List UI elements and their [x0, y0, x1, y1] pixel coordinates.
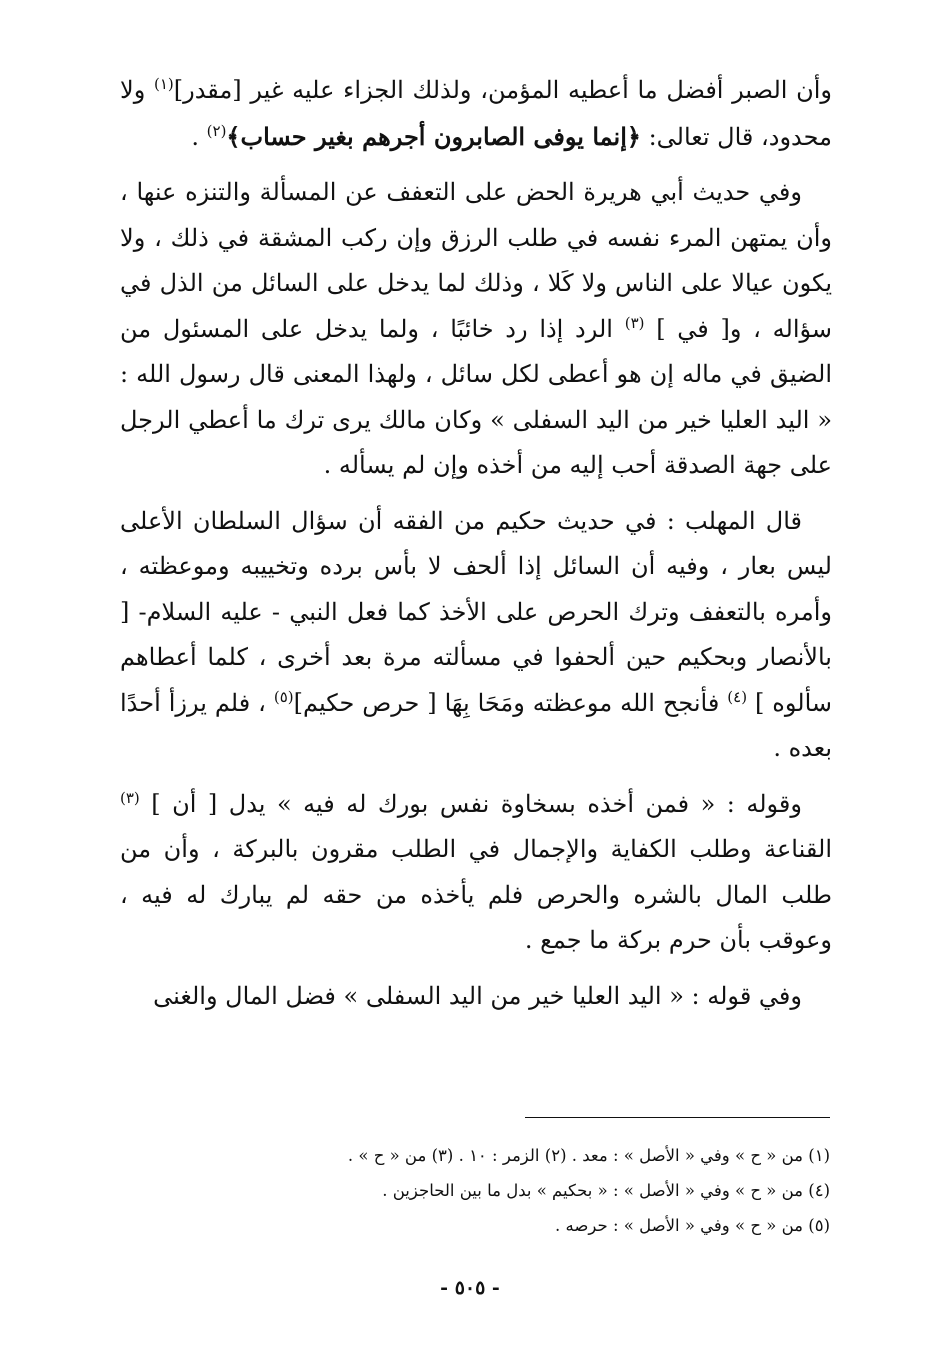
text-run: وفي قوله : « اليد العليا خير من اليد السفلى » فضل المال والغنى [153, 981, 802, 1010]
text-run: قال المهلب : في حديث حكيم من الفقه أن سؤال السلطان الأعلى ليس بعار ، وفيه أن السائل إذا ألحف لا بأس برده وتخييبه وموعظته ، وأمره بالتعفف وترك الحرص على الأخذ كما فعل النبي - عليه السلام- [ بالأنصار وبحكيم حين ألحفوا في مسألته مرة بعد أخرى ، كلما أعطاهم سألوه ] [120, 506, 833, 717]
quran-verse: ﴿إنما يوفى الصابرون أجرهم بغير حساب﴾ [226, 121, 641, 151]
footnote-ref-2: (٢) [206, 121, 227, 140]
footnote-line-3: (٥) من « ح » وفي « الأصل » : حرصه . [555, 1216, 830, 1235]
page-number: - ٥٠٥ - [440, 1277, 500, 1299]
paragraph-5 [120, 974, 832, 1020]
text-run: ولا محدود، قال تعالى: [120, 76, 832, 151]
paragraph-4 [120, 782, 832, 964]
paragraph-3 [120, 499, 832, 772]
footnote-line-2: (٤) من « ح » وفي « الأصل » : « بحكيم » بدل ما بين الحاجزين . [382, 1181, 830, 1200]
text-run: . [191, 122, 207, 151]
text-run: الرد إذا رد خائبًا ، ولما يدخل على المسئول من الضيق في ماله إن هو أعطى لكل سائل ، ولهذا المعنى قال رسول الله : « اليد العليا خير من اليد السفلى » وكان مالك يرى ترك ما أعطي الرجل على جهة الصدقة أحب إليه من أخذه وإن لم يسأله . [120, 314, 832, 479]
text-run: وأن الصبر أفضل ما أعطيه المؤمن، ولذلك الجزاء عليه غير [مقدر] [173, 76, 833, 104]
text-run: وقوله : « فمن أخذه بسخاوة نفس بورك له فيه » يدل [ أن ] [139, 789, 802, 818]
main-text [120, 68, 832, 1019]
paragraph-2 [120, 170, 832, 489]
footnote-ref-3b: (٣) [120, 788, 140, 807]
text-run: ، فلم يرزأ أحدًا بعده . [120, 688, 832, 762]
text-run: فأنجح الله موعظته ومَحَا بِهَا [ حرص حكيم] [293, 688, 728, 717]
footnote-separator [525, 1117, 830, 1118]
footnotes [120, 1138, 830, 1243]
text-run: وفي حديث أبي هريرة الحض على التعفف عن المسألة والتنزه عنها ، وأن يمتهن المرء نفسه في طلب الرزق وإن ركب المشقة في ذلك ، ولا يكون عيالا على الناس ولا كَلا ، وذلك لما يدخل على السائل من الذل في سؤاله ، و[ في ] [120, 178, 833, 343]
footnote-ref-1: (١) [153, 75, 174, 93]
footnote-ref-4: (٤) [727, 687, 748, 706]
text-run: القناعة وطلب الكفاية والإجمال في الطلب مقرون بالبركة ، وأن من طلب المال بالشره والحرص فلم يأخذه من حقه لم يبارك له فيه ، وعوقب بأن حرم بركة ما جمع . [120, 835, 832, 954]
footnote-ref-5: (٥) [273, 687, 294, 706]
paragraph-1 [120, 68, 832, 160]
footnote-ref-3: (٣) [624, 313, 645, 332]
footnote-line-1: (١) من « ح » وفي « الأصل » : معد . (٢) الزمر : ١٠ . (٣) من « ح » . [347, 1146, 830, 1165]
